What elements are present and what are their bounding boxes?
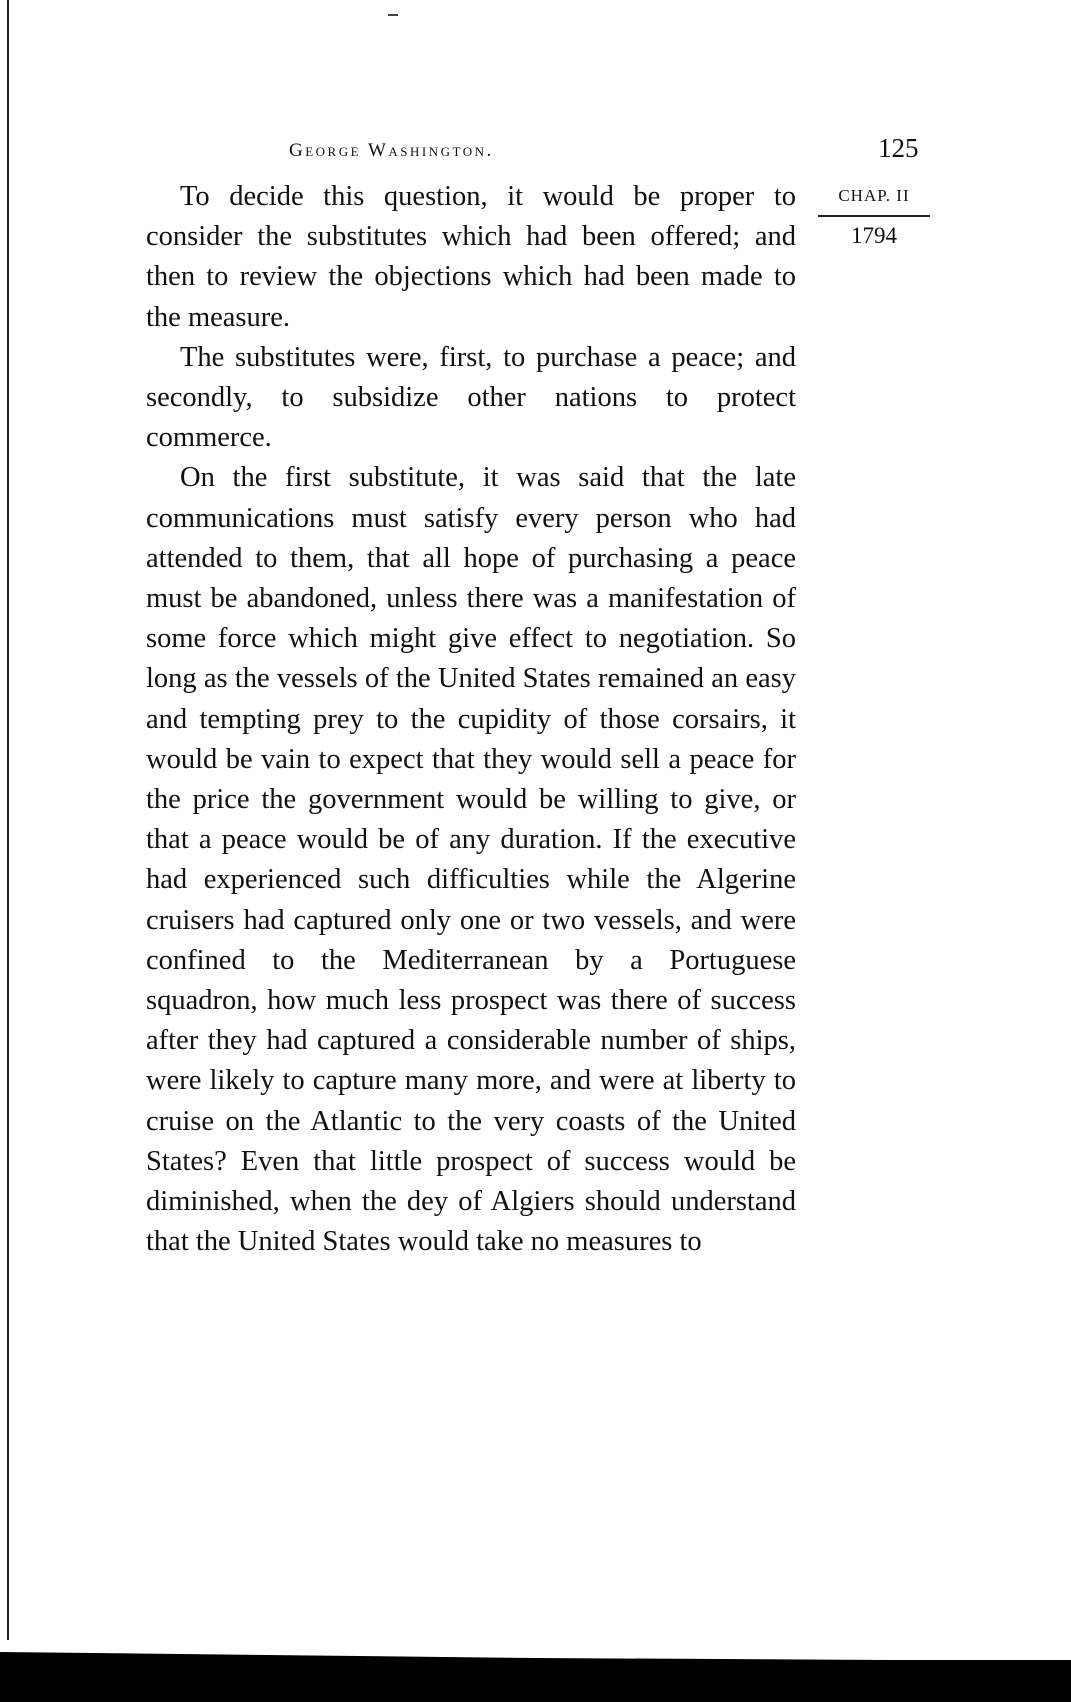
paragraph: To decide this question, it would be proper to consider the substitutes which had been offered; and then to review the objections which had been made to the measure.: [146, 181, 796, 333]
page-edge-line: [7, 0, 9, 1640]
scan-mark: [388, 14, 398, 16]
paragraph: On the first substitute, it was said that the late communications must satisfy every person who had attended to them, that all hope of purchasing a peace must be abandoned, unless there was a manifestation of some force which might give effect to negotiation. So long as the vessels of the United States remained an easy and tempting prey to the cupidity of those corsairs, it would be vain to expect that they would sell a peace for the price the government would be willing to give, or that a peace would be of any duration. If the executive had experienced such difficulties while the Algerine cruisers had captured only one or two vessels, and were confined to the Mediterranean by a Portuguese squadron, how much less prospect was there of success after they had captured a considerable number of ships, were likely to capture many more, and were at liberty to cruise on the Atlantic to the very coasts of the United States? Even that little prospect of success would be diminished, when the dey of Algiers should understand that the United States would take no measures to: [146, 462, 796, 1258]
margin-rule: [818, 215, 930, 217]
body-text: [146, 177, 796, 1262]
running-head: George Washington.: [289, 140, 494, 161]
year-label: 1794: [851, 223, 897, 248]
page-number: 125: [878, 133, 919, 163]
scan-bottom-bar: [0, 1660, 1071, 1702]
chapter-label: CHAP. II: [838, 186, 910, 205]
paragraph: The substitutes were, first, to purchase a peace; and secondly, to subsidize other nations to protect commerce.: [146, 341, 796, 454]
margin-note: [818, 186, 930, 249]
